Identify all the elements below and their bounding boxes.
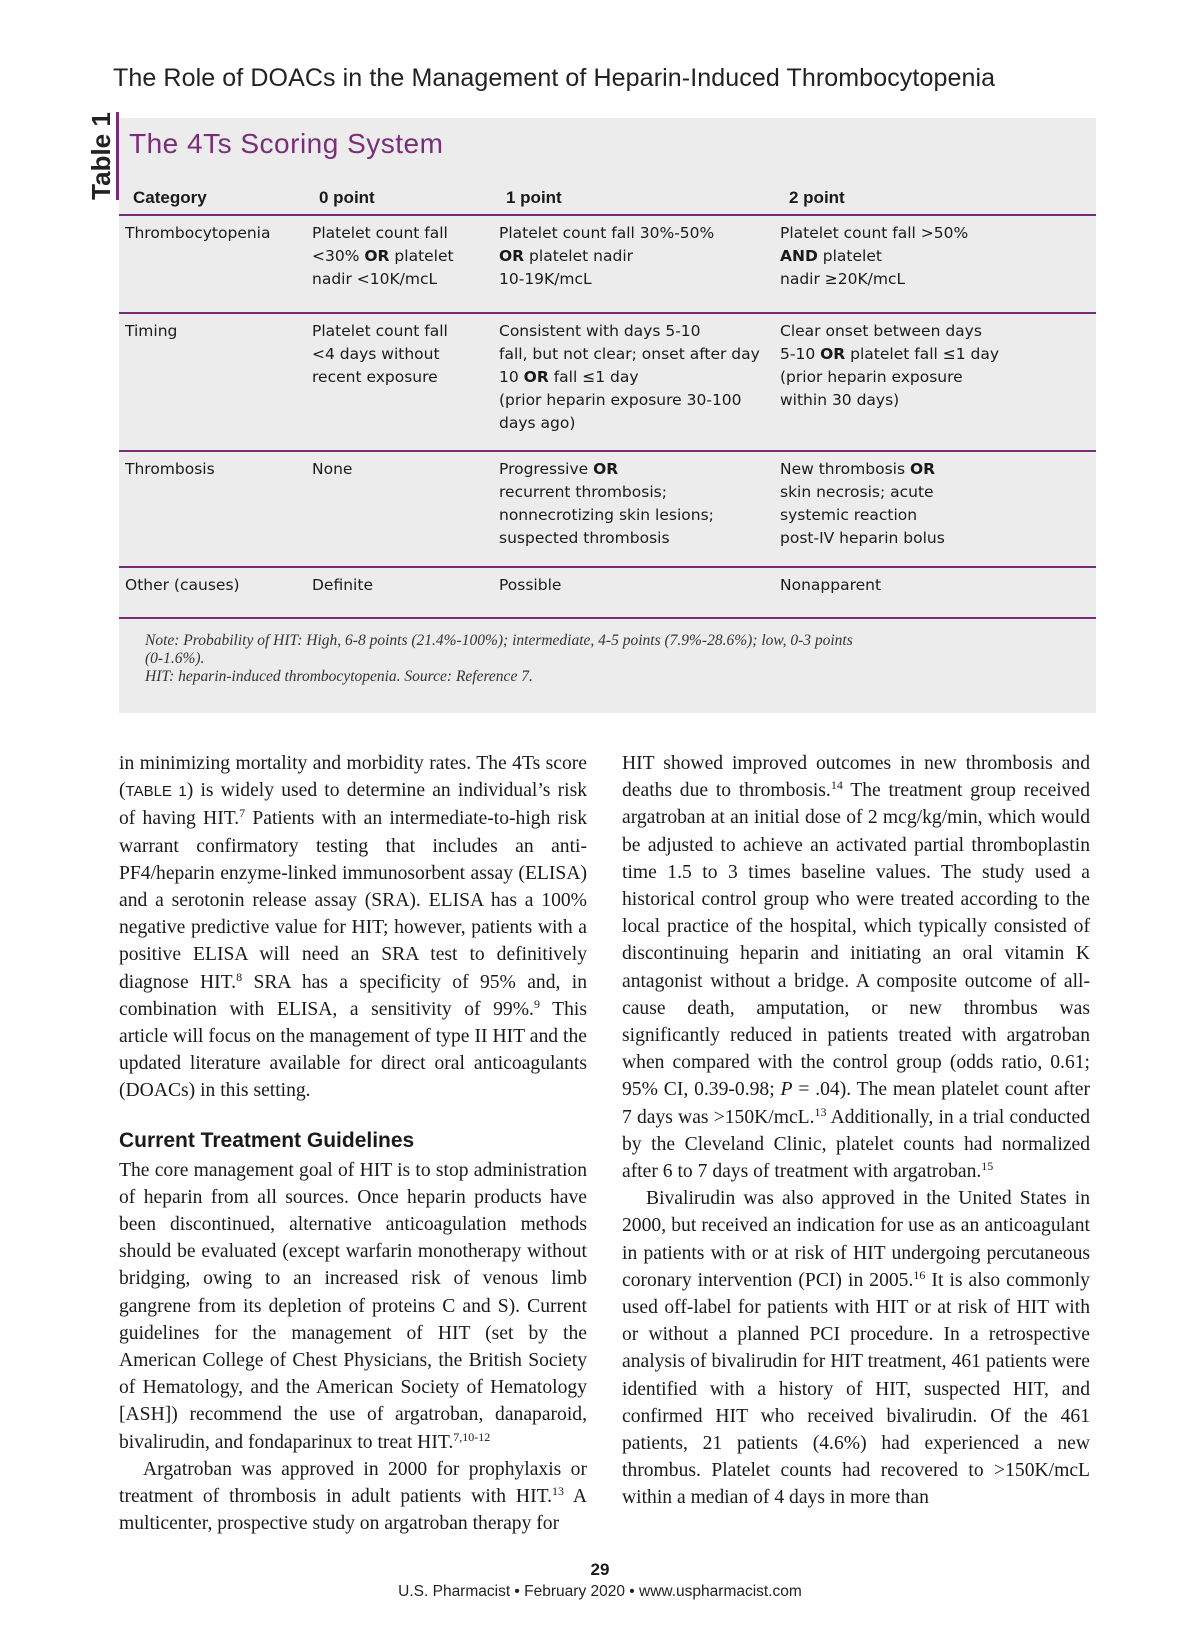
cell-line bbox=[125, 574, 305, 597]
header-2-point: 2 point bbox=[789, 188, 845, 207]
table-title: The 4Ts Scoring System bbox=[129, 128, 444, 159]
table-cell-1-point bbox=[499, 574, 774, 597]
scoring-table bbox=[119, 118, 1096, 713]
cell-line bbox=[499, 458, 774, 481]
text-run: Possible bbox=[499, 576, 562, 594]
text-run: Definite bbox=[312, 576, 373, 594]
cell-line bbox=[780, 343, 1080, 366]
table-cell-1-point bbox=[499, 320, 774, 435]
text-run: platelet bbox=[389, 247, 454, 265]
cell-line bbox=[125, 320, 305, 343]
cell-line bbox=[780, 574, 1080, 597]
text-run: <4 days without bbox=[312, 345, 440, 363]
cell-line bbox=[125, 458, 305, 481]
text-run: in minimizing mortality and morbidity rates. The 4Ts score ( bbox=[119, 753, 587, 802]
paragraph bbox=[119, 1456, 587, 1538]
table-cell-2-point bbox=[780, 222, 1080, 291]
text-run: New thrombosis bbox=[780, 460, 910, 478]
note-line: HIT: heparin-induced thrombocytopenia. Source: Reference 7. bbox=[145, 668, 533, 685]
cell-line bbox=[499, 320, 774, 343]
citation: 14 bbox=[830, 778, 843, 793]
text-run: The core management goal of HIT is to stop administration of heparin from all sources. Once heparin products have been discontinued, alternative anticoagulation methods should be evaluated (except warfarin monotherapy without bridging, owing to an increased risk of venous limb gangrene from its depletion of proteins C and S). Current guidelines for the management of HIT (set by the American College of Chest Physicians, the British Society of Hematology, and the American Society of Hematology [ASH]) recommend the use of argatroban, danaparoid, bivalirudin, and fondaparinux to treat HIT. bbox=[119, 1159, 587, 1453]
text-run: Platelet count fall bbox=[312, 322, 448, 340]
paragraph bbox=[622, 1185, 1090, 1511]
paragraph bbox=[622, 750, 1090, 1185]
cell-line bbox=[499, 222, 774, 245]
table-cell-category bbox=[125, 458, 305, 481]
body-column-left bbox=[119, 750, 587, 1537]
section-heading: Current Treatment Guidelines bbox=[119, 1128, 415, 1152]
text-run: (prior heparin exposure 30-100 bbox=[499, 391, 742, 409]
running-head: The Role of DOACs in the Management of Heparin-Induced Thrombocytopenia bbox=[113, 64, 996, 92]
citation: 8 bbox=[236, 969, 243, 984]
cell-line bbox=[499, 412, 774, 435]
cell-line bbox=[780, 245, 1080, 268]
emphasis: OR bbox=[523, 368, 549, 386]
text-run: SRA has a specificity of 95% and, in combination with ELISA, a sensitivity of 99%. bbox=[119, 971, 587, 1020]
row-rule bbox=[119, 617, 1096, 619]
cell-line bbox=[499, 504, 774, 527]
text-run: None bbox=[312, 460, 353, 478]
cell-line bbox=[780, 481, 1080, 504]
text-run: Thrombocytopenia bbox=[125, 224, 271, 242]
text-run: 10 bbox=[499, 368, 524, 386]
text-run: The treatment group received argatroban at an initial dose of 2 mcg/kg/min, which would be adjusted to achieve an activated partial thromboplastin time 1.5 to 3 times baseline values. The study used a historical control group who were treated according to the local practice of the hospital, which typically consisted of discontinuing heparin and initiating an oral vitamin K antagonist without a bridge. A composite outcome of all-cause death, amputation, or new thrombus was significantly reduced in patients treated with argatroban when compared with the control group (odds ratio, 0.61; 95% CI, 0.39-0.98; bbox=[622, 780, 1091, 1101]
text-run: post-IV heparin bolus bbox=[780, 529, 945, 547]
table-cell-1-point bbox=[499, 222, 774, 291]
header-0-point: 0 point bbox=[319, 188, 375, 207]
text-run: It is also commonly used off-label for patients with HIT or at risk of HIT with or without a planned PCI procedure. In a retrospective analysis of bivalirudin for HIT treatment, 461 patients were identified with a history of HIT, suspected HIT, and confirmed HIT who received bivalirudin. Of the 461 patients, 21 patients (4.6%) had experienced a new thrombus. Platelet counts had recovered to >150K/mcL within a median of 4 days in more than bbox=[622, 1269, 1090, 1509]
p-value-symbol: P bbox=[780, 1079, 793, 1101]
text-run: = .04). The mean platelet count after 7 days was >150K/mcL. bbox=[622, 1079, 1090, 1128]
text-run: Argatroban was approved in 2000 for prophylaxis or treatment of thrombosis in adult patients with HIT. bbox=[119, 1458, 587, 1508]
cell-line bbox=[499, 245, 774, 268]
cell-line bbox=[780, 366, 1080, 389]
text-run: nadir <10K/mcL bbox=[312, 270, 438, 288]
table-cell-2-point bbox=[780, 320, 1080, 412]
cell-line bbox=[312, 574, 492, 597]
table-cell-0-point bbox=[312, 222, 492, 291]
text-run: platelet fall ≤1 day bbox=[845, 345, 1000, 363]
text-run: systemic reaction bbox=[780, 506, 918, 524]
cell-line bbox=[499, 527, 774, 550]
row-rule bbox=[119, 566, 1096, 568]
table-tab-label: Table 1 bbox=[86, 112, 116, 200]
header-rule bbox=[119, 214, 1096, 216]
text-run: <30% bbox=[312, 247, 365, 265]
cell-line bbox=[780, 527, 1080, 550]
table-cell-category bbox=[125, 222, 305, 245]
table-tab bbox=[86, 112, 116, 200]
text-run: Timing bbox=[125, 322, 178, 340]
text-run: Bivalirudin was also approved in the United States in 2000, but received an indication for use as an anticoagulant in patients with or at risk of HIT undergoing percutaneous coronary intervention (PCI) in 2005. bbox=[622, 1188, 1090, 1291]
cell-line bbox=[499, 481, 774, 504]
text-run: This article will focus on the management of type II HIT and the updated literature available for direct oral anticoagulants (DOACs) in this setting. bbox=[119, 998, 587, 1102]
emphasis: OR bbox=[820, 345, 846, 363]
citation: 16 bbox=[913, 1267, 926, 1282]
cell-line bbox=[499, 389, 774, 412]
header-category: Category bbox=[133, 188, 207, 207]
emphasis: OR bbox=[364, 247, 390, 265]
text-run: platelet nadir bbox=[524, 247, 633, 265]
table-cell-0-point bbox=[312, 574, 492, 597]
page-number: 29 bbox=[590, 1560, 610, 1579]
text-run: nonnecrotizing skin lesions; bbox=[499, 506, 714, 524]
text-run: Progressive bbox=[499, 460, 594, 478]
text-run: HIT showed improved outcomes in new thrombosis and deaths due to thrombosis. bbox=[622, 753, 1090, 802]
citation: 9 bbox=[533, 996, 540, 1011]
text-run: Platelet count fall >50% bbox=[780, 224, 969, 242]
text-run: Other (causes) bbox=[125, 576, 240, 594]
text-run: Thrombosis bbox=[125, 460, 215, 478]
text-run: fall, but not clear; onset after day bbox=[499, 345, 760, 363]
text-run: Patients with an intermediate-to-high risk warrant confirmatory testing that includes an anti-PF4/heparin enzyme-linked immunosorbent assay (ELISA) and a serotonin release assay (SRA). ELISA has a 100% negative predictive value for HIT; however, patients with a positive ELISA will need an SRA test to definitively diagnose HIT. bbox=[119, 808, 587, 993]
table-cell-category bbox=[125, 574, 305, 597]
cell-line bbox=[780, 504, 1080, 527]
citation: 15 bbox=[981, 1159, 994, 1174]
text-run: (prior heparin exposure bbox=[780, 368, 963, 386]
cell-line bbox=[499, 343, 774, 366]
paragraph bbox=[119, 750, 587, 1105]
note-line: (0-1.6%). bbox=[145, 650, 205, 667]
text-run: within 30 days) bbox=[780, 391, 900, 409]
text-run: skin necrosis; acute bbox=[780, 483, 934, 501]
cell-line bbox=[499, 366, 774, 389]
table-cell-2-point bbox=[780, 458, 1080, 550]
row-rule bbox=[119, 312, 1096, 314]
cell-line bbox=[312, 268, 492, 291]
cell-line bbox=[499, 574, 774, 597]
cell-line bbox=[780, 222, 1080, 245]
text-run: Platelet count fall 30%-50% bbox=[499, 224, 715, 242]
cell-line bbox=[312, 320, 492, 343]
text-run: recurrent thrombosis; bbox=[499, 483, 667, 501]
citation: 7 bbox=[239, 806, 246, 821]
cell-line bbox=[312, 222, 492, 245]
citation: 7,10-12 bbox=[453, 1429, 491, 1444]
cell-line bbox=[780, 268, 1080, 291]
table-reference: TABLE 1 bbox=[125, 783, 187, 801]
text-run: Additionally, in a trial conducted by the Cleveland Clinic, platelet counts had normalized after 6 to 7 days of treatment with argatroban. bbox=[622, 1106, 1090, 1183]
body-column-right bbox=[622, 750, 1090, 1512]
header-1-point: 1 point bbox=[506, 188, 562, 207]
table-header-row bbox=[119, 184, 1096, 212]
text-run: Platelet count fall bbox=[312, 224, 448, 242]
table-cell-1-point bbox=[499, 458, 774, 550]
citation: 13 bbox=[814, 1104, 827, 1119]
note-line: Note: Probability of HIT: High, 6-8 points (21.4%-100%); intermediate, 4-5 points (7.9%-28.6%); low, 0-3 points bbox=[145, 632, 853, 649]
table-note bbox=[145, 632, 1045, 686]
cell-line bbox=[312, 458, 492, 481]
text-run: recent exposure bbox=[312, 368, 438, 386]
text-run: platelet bbox=[817, 247, 882, 265]
table-cell-category bbox=[125, 320, 305, 343]
emphasis: OR bbox=[909, 460, 936, 478]
text-run: Nonapparent bbox=[780, 576, 882, 594]
text-run: fall ≤1 day bbox=[548, 368, 639, 386]
text-run: days ago) bbox=[499, 414, 576, 432]
row-rule bbox=[119, 450, 1096, 452]
text-run: nadir ≥20K/mcL bbox=[780, 270, 906, 288]
text-run: 5-10 bbox=[780, 345, 821, 363]
table-cell-0-point bbox=[312, 320, 492, 389]
cell-line bbox=[312, 343, 492, 366]
emphasis: AND bbox=[780, 247, 818, 265]
cell-line bbox=[499, 268, 774, 291]
cell-line bbox=[312, 366, 492, 389]
table-cell-2-point bbox=[780, 574, 1080, 597]
text-run: suspected thrombosis bbox=[499, 529, 670, 547]
cell-line bbox=[125, 222, 305, 245]
paragraph bbox=[119, 1157, 587, 1456]
citation: 13 bbox=[552, 1484, 565, 1499]
text-run: Consistent with days 5-10 bbox=[499, 322, 701, 340]
text-run: ) is widely used to determine an individual’s risk of having HIT. bbox=[119, 780, 587, 830]
cell-line bbox=[780, 389, 1080, 412]
cell-line bbox=[780, 320, 1080, 343]
cell-line bbox=[312, 245, 492, 268]
text-run: A multicenter, prospective study on argatroban therapy for bbox=[119, 1486, 587, 1535]
text-run: Clear onset between days bbox=[780, 322, 982, 340]
footer-line: U.S. Pharmacist • February 2020 • www.uspharmacist.com bbox=[398, 1583, 802, 1600]
emphasis: OR bbox=[593, 460, 619, 478]
cell-line bbox=[780, 458, 1080, 481]
table-cell-0-point bbox=[312, 458, 492, 481]
emphasis: OR bbox=[499, 247, 525, 265]
text-run: 10-19K/mcL bbox=[499, 270, 592, 288]
